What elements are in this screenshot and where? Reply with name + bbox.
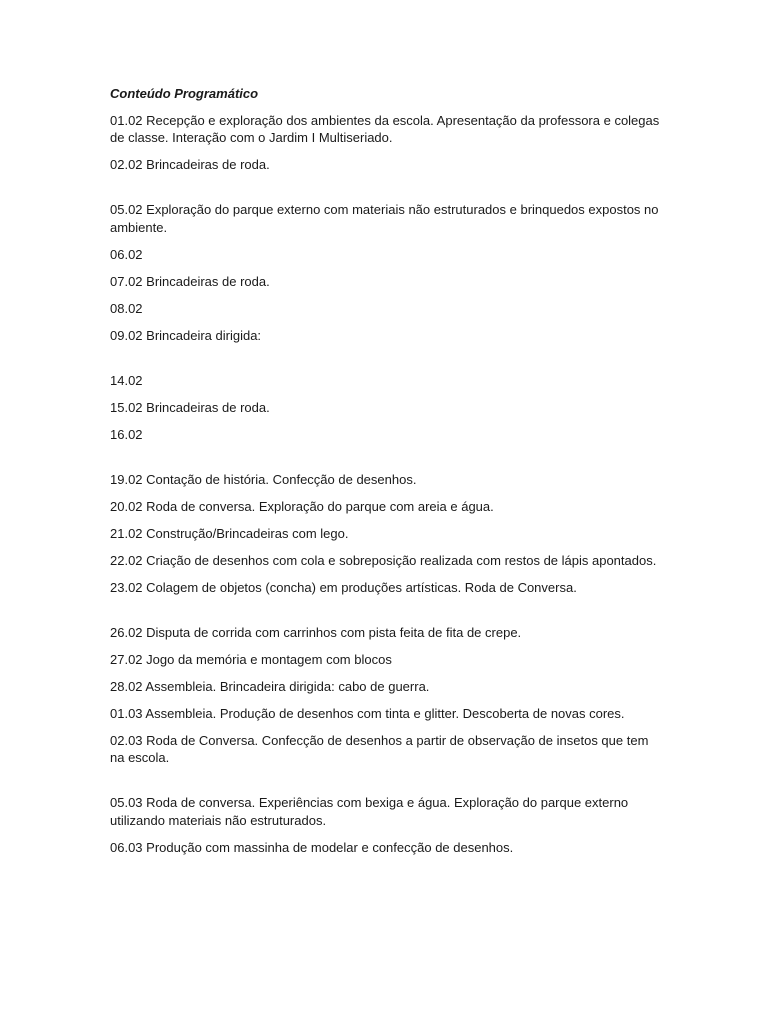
entry-0103: 01.03 Assembleia. Produção de desenhos com tinta e glitter. Descoberta de novas cores. (110, 705, 625, 721)
document-title: Conteúdo Programático (110, 86, 259, 101)
entry-2602: 26.02 Disputa de corrida com carrinhos com pista feita de fita de crepe. (110, 624, 522, 640)
block-week-6 (110, 794, 662, 856)
spacer (110, 776, 662, 794)
block-week-1 (110, 112, 662, 174)
entry-0203: 02.03 Roda de Conversa. Confecção de desenhos a partir de observação de insetos que tem na escola. (110, 732, 649, 765)
entry-1402: 14.02 (110, 372, 143, 388)
spacer (110, 183, 662, 201)
spacer (110, 606, 662, 624)
spacer (110, 453, 662, 471)
entry-2302: 23.02 Colagem de objetos (concha) em produções artísticas. Roda de Conversa. (110, 579, 577, 595)
entry-0502: 05.02 Exploração do parque externo com materiais não estruturados e brinquedos expostos no ambiente. (110, 202, 659, 235)
entry-0602: 06.02 (110, 246, 143, 262)
spacer (110, 354, 662, 372)
entry-0603: 06.03 Produção com massinha de modelar e confecção de desenhos. (110, 839, 514, 855)
entry-1902: 19.02 Contação de história. Confecção de desenhos. (110, 471, 417, 487)
entry-2802: 28.02 Assembleia. Brincadeira dirigida: cabo de guerra. (110, 678, 430, 694)
document-content (110, 85, 662, 866)
entry-1502: 15.02 Brincadeiras de roda. (110, 399, 270, 415)
block-week-3 (110, 372, 662, 444)
entry-0102: 01.02 Recepção e exploração dos ambientes da escola. Apresentação da professora e colegas de classe. Interação com o Jardim I Multiseriado. (110, 112, 660, 145)
entry-0503: 05.03 Roda de conversa. Experiências com bexiga e água. Exploração do parque externo utilizando materiais não estruturados. (110, 795, 629, 828)
entry-2202: 22.02 Criação de desenhos com cola e sobreposição realizada com restos de lápis apontados. (110, 552, 657, 568)
entry-0702: 07.02 Brincadeiras de roda. (110, 273, 270, 289)
block-week-4 (110, 471, 662, 597)
block-week-2 (110, 201, 662, 344)
entry-0202: 02.02 Brincadeiras de roda. (110, 157, 270, 172)
entry-0802: 08.02 (110, 300, 143, 316)
entry-2102: 21.02 Construção/Brincadeiras com lego. (110, 525, 349, 541)
entry-0902: 09.02 Brincadeira dirigida: (110, 327, 262, 343)
entry-1602: 16.02 (110, 426, 143, 442)
entry-2002: 20.02 Roda de conversa. Exploração do parque com areia e água. (110, 498, 494, 514)
entry-2702: 27.02 Jogo da memória e montagem com blocos (110, 651, 392, 667)
block-week-5 (110, 624, 662, 767)
